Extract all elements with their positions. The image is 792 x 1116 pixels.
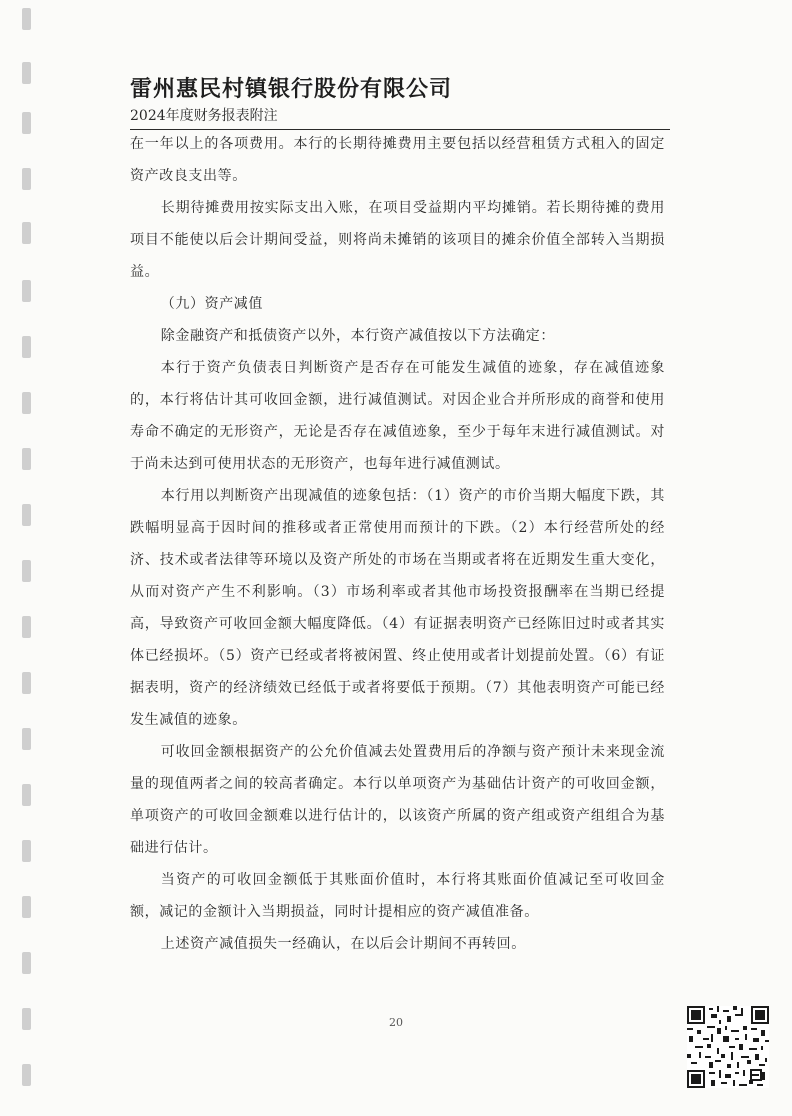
paragraph-continuation: 在一年以上的各项费用。本行的长期待摊费用主要包括以经营租赁方式租入的固定资产改良支出等。 xyxy=(130,136,665,184)
binding-mark xyxy=(22,1064,31,1086)
binding-mark xyxy=(22,222,31,244)
page-header xyxy=(130,76,670,130)
binding-hole-marks xyxy=(22,0,36,1116)
binding-mark xyxy=(22,560,31,582)
paragraph-impairment-indicators: 本行用以判断资产出现减值的迹象包括：（1）资产的市价当期大幅度下跌，其跌幅明显高于因时间的推移或者正常使用而预计的下跌。（2）本行经营所处的经济、技术或者法律等环境以及资产所处的市场在当期或者将在近期发生重大变化，从而对资产产生不利影响。（3）市场利率或者其他市场投资报酬率在当期已经提高，导致资产可收回金额大幅度降低。（4）有证据表明资产已经陈旧过时或者其实体已经损坏。（5）资产已经或者将被闲置、终止使用或者计划提前处置。（6）有证据表明，资产的经济绩效已经低于或者将要低于预期。（7）其他表明资产可能已经发生减值的迹象。 xyxy=(130,488,665,728)
binding-mark xyxy=(22,896,31,918)
page-number: 20 xyxy=(389,1016,403,1029)
binding-mark xyxy=(22,392,31,414)
binding-mark xyxy=(22,8,31,30)
qr-code-icon xyxy=(687,1006,769,1088)
paragraph-amortization: 长期待摊费用按实际支出入账，在项目受益期内平均摊销。若长期待摊的费用项目不能使以后会计期间受益，则将尚未摊销的该项目的摊余价值全部转入当期损益。 xyxy=(130,200,665,280)
binding-mark xyxy=(22,62,31,84)
binding-mark xyxy=(22,952,31,974)
binding-mark xyxy=(22,728,31,750)
paragraph-recoverable-amount: 可收回金额根据资产的公允价值减去处置费用后的净额与资产预计未来现金流量的现值两者之间的较高者确定。本行以单项资产为基础估计资产的可收回金额，单项资产的可收回金额难以进行估计的，以该资产所属的资产组或资产组组合为基础进行估计。 xyxy=(130,744,665,856)
document-body xyxy=(130,128,665,960)
binding-mark xyxy=(22,448,31,470)
binding-mark xyxy=(22,112,31,134)
binding-mark xyxy=(22,672,31,694)
binding-mark xyxy=(22,840,31,862)
paragraph-impairment-testing: 本行于资产负债表日判断资产是否存在可能发生减值的迹象，存在减值迹象的，本行将估计其可收回金额，进行减值测试。对因企业合并所形成的商誉和使用寿命不确定的无形资产，无论是否存在减值迹象，至少于每年末进行减值测试。对于尚未达到可使用状态的无形资产，也每年进行减值测试。 xyxy=(130,360,665,472)
paragraph-writedown: 当资产的可收回金额低于其账面价值时，本行将其账面价值减记至可收回金额，减记的金额计入当期损益，同时计提相应的资产减值准备。 xyxy=(130,872,665,920)
company-name: 雷州惠民村镇银行股份有限公司 xyxy=(130,77,453,102)
paragraph-no-reversal: 上述资产减值损失一经确认，在以后会计期间不再转回。 xyxy=(160,936,526,952)
binding-mark xyxy=(22,784,31,806)
binding-mark xyxy=(22,504,31,526)
binding-mark xyxy=(22,280,31,302)
binding-mark xyxy=(22,1008,31,1030)
paragraph-impairment-scope: 除金融资产和抵债资产以外，本行资产减值按以下方法确定： xyxy=(160,328,555,344)
section-heading-asset-impairment: （九）资产减值 xyxy=(160,296,263,312)
report-subtitle: 2024年度财务报表附注 xyxy=(130,106,670,130)
binding-mark xyxy=(22,168,31,190)
binding-mark xyxy=(22,336,31,358)
binding-mark xyxy=(22,616,31,638)
